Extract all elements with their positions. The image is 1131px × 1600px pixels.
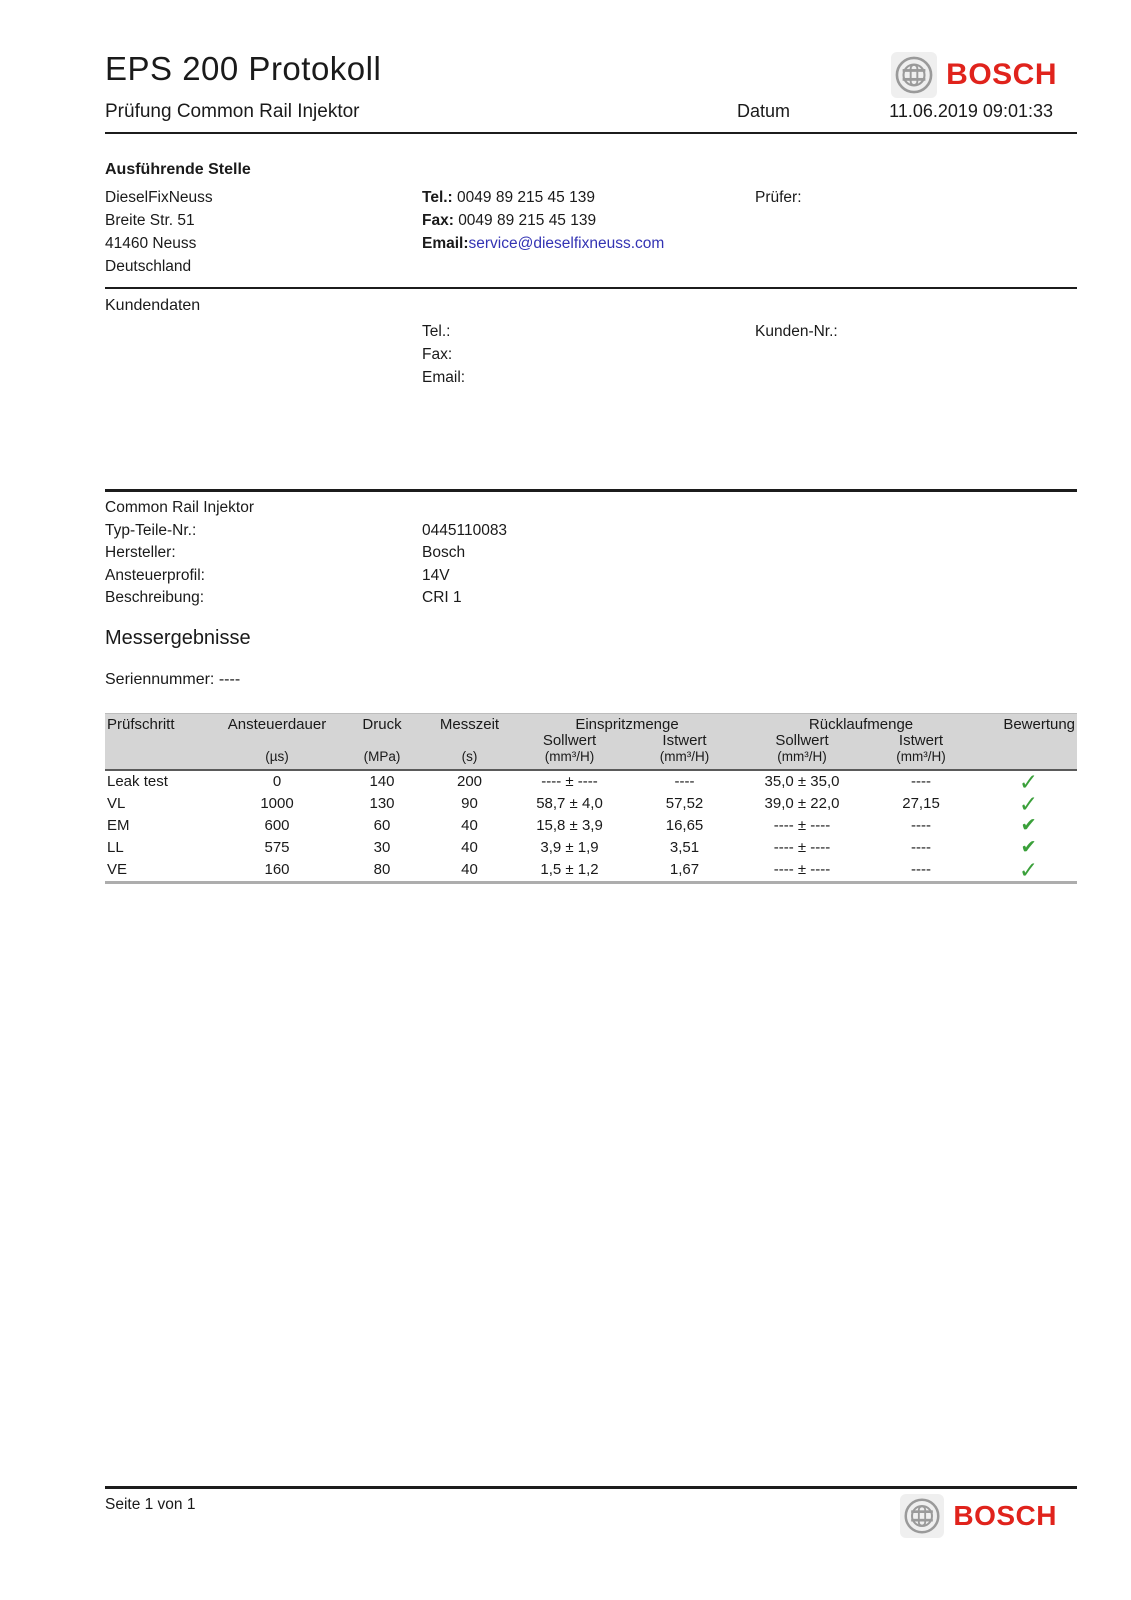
provider-email-line xyxy=(422,232,737,255)
kunden-nr-label: Kunden-Nr.: xyxy=(755,323,838,340)
provider-section-label: Ausführende Stelle xyxy=(105,161,251,178)
col-ruecklaufmenge: Rücklaufmenge xyxy=(742,713,980,733)
value-cell: 27,15 xyxy=(902,794,940,812)
provider-street: Breite Str. 51 xyxy=(105,212,195,229)
pruefer-label: Prüfer: xyxy=(755,189,802,206)
step-cell: VE xyxy=(105,859,217,883)
value-cell: 40 xyxy=(461,816,478,834)
results-title: Messergebnisse xyxy=(105,626,251,649)
injector-section-label: Common Rail Injektor xyxy=(105,499,255,516)
value-cell: 3,51 xyxy=(669,838,700,856)
value-cell: 15,8 ± 3,9 xyxy=(536,816,603,834)
results-table-body xyxy=(105,770,1077,883)
value-cell: 40 xyxy=(461,838,478,856)
results-table xyxy=(105,713,1077,884)
provider-tel-value: 0049 89 215 45 139 xyxy=(457,189,595,206)
injector-field-label: Ansteuerprofil: xyxy=(105,566,205,584)
customer-section-label: Kundendaten xyxy=(105,297,201,314)
page-subtitle: Prüfung Common Rail Injektor xyxy=(105,101,360,122)
serial-line xyxy=(105,671,1077,689)
value-cell: 600 xyxy=(264,816,290,834)
injector-field-value: 14V xyxy=(422,566,450,584)
col-einspritz-sollwert: Sollwert xyxy=(512,733,627,749)
value-cell: 130 xyxy=(369,794,395,812)
table-row xyxy=(105,793,1077,815)
col-messzeit: Messzeit xyxy=(427,713,512,733)
value-cell: 1,67 xyxy=(627,859,742,883)
value-cell: ---- xyxy=(911,816,932,834)
provider-country: Deutschland xyxy=(105,258,192,275)
provider-fax-label: Fax: xyxy=(422,212,454,229)
customer-tel-label: Tel.: xyxy=(422,323,451,340)
col-einspritz-istwert: Istwert xyxy=(627,733,742,749)
value-cell: 60 xyxy=(373,816,391,834)
serial-label: Seriennummer: xyxy=(105,670,215,688)
value-cell: 160 xyxy=(217,859,337,883)
table-row xyxy=(105,815,1077,837)
value-cell: 80 xyxy=(337,859,427,883)
provider-name: DieselFixNeuss xyxy=(105,189,213,206)
injector-divider xyxy=(105,489,1077,492)
injector-field-label: Typ-Teile-Nr.: xyxy=(105,521,197,539)
unit-mm3h: (mm³/H) xyxy=(862,749,980,770)
value-cell: 90 xyxy=(461,794,478,812)
serial-value: ---- xyxy=(218,670,241,688)
unit-mm3h: (mm³/H) xyxy=(627,749,742,770)
step-cell: Leak test xyxy=(107,772,168,790)
injector-field-value: Bosch xyxy=(422,544,466,561)
bosch-wordmark: BOSCH xyxy=(953,1500,1057,1531)
unit-mm3h: (mm³/H) xyxy=(742,749,862,770)
table-row xyxy=(105,770,1077,793)
value-cell: ---- ± ---- xyxy=(773,816,831,834)
col-ansteuerdauer: Ansteuerdauer xyxy=(217,713,337,733)
provider-divider xyxy=(105,287,1077,289)
col-ruecklauf-sollwert: Sollwert xyxy=(742,733,862,749)
datum-value: 11.06.2019 09:01:33 xyxy=(889,101,1053,121)
results-table-header xyxy=(105,713,1077,770)
page-number: Seite 1 von 1 xyxy=(105,1496,196,1513)
customer-block xyxy=(105,320,1077,437)
value-cell: 57,52 xyxy=(665,794,704,812)
col-druck: Druck xyxy=(337,713,427,733)
provider-tel-label: Tel.: xyxy=(422,189,453,206)
result-check-icon: ✓ xyxy=(1018,768,1039,795)
footer-divider xyxy=(105,1486,1077,1489)
step-cell: EM xyxy=(107,816,130,834)
value-cell: ---- xyxy=(911,838,932,856)
step-cell: LL xyxy=(107,838,124,856)
unit-mm3h: (mm³/H) xyxy=(512,749,627,770)
unit-s: (s) xyxy=(427,749,512,770)
col-bewertung: Bewertung xyxy=(980,713,1077,733)
value-cell: 3,9 ± 1,9 xyxy=(540,838,599,856)
value-cell: 1,5 ± 1,2 xyxy=(512,859,627,883)
injector-block xyxy=(105,497,1077,610)
step-cell: VL xyxy=(107,794,126,812)
value-cell: 140 xyxy=(369,772,395,790)
provider-fax-value: 0049 89 215 45 139 xyxy=(458,212,597,229)
provider-tel-line xyxy=(422,186,737,209)
value-cell: 1000 xyxy=(260,794,294,812)
value-cell: 39,0 ± 22,0 xyxy=(764,794,840,812)
unit-mpa: (MPa) xyxy=(337,749,427,770)
col-pruefschritt: Prüfschritt xyxy=(105,713,217,733)
result-check-icon: ✓ xyxy=(1018,790,1039,817)
provider-city: 41460 Neuss xyxy=(105,235,197,252)
header-divider xyxy=(105,132,1077,134)
result-check-icon: ✓ xyxy=(980,859,1077,883)
value-cell: 30 xyxy=(373,838,391,856)
bosch-armature-icon xyxy=(900,1494,944,1538)
value-cell: 35,0 ± 35,0 xyxy=(764,772,840,790)
col-ruecklauf-istwert: Istwert xyxy=(862,733,980,749)
value-cell: ---- xyxy=(911,772,932,790)
table-row xyxy=(105,859,1077,883)
value-cell: 200 xyxy=(456,772,483,790)
customer-fax-label: Fax: xyxy=(422,346,453,363)
injector-field-value: CRI 1 xyxy=(422,589,462,606)
value-cell: ---- xyxy=(674,772,695,790)
injector-field-label: Hersteller: xyxy=(105,544,176,561)
page-title: EPS 200 Protokoll xyxy=(105,50,382,87)
value-cell: ---- ± ---- xyxy=(773,838,831,856)
col-einspritzmenge: Einspritzmenge xyxy=(512,713,742,733)
value-cell: ---- ± ---- xyxy=(742,859,862,883)
bosch-wordmark: BOSCH xyxy=(946,58,1057,91)
unit-us: (µs) xyxy=(217,749,337,770)
table-row xyxy=(105,837,1077,859)
provider-block xyxy=(105,186,1077,278)
value-cell: 40 xyxy=(427,859,512,883)
brand-logo-footer xyxy=(900,1494,1057,1538)
value-cell: 16,65 xyxy=(665,816,704,834)
provider-fax-line xyxy=(422,209,737,232)
value-cell: ---- ± ---- xyxy=(541,772,598,790)
value-cell: 0 xyxy=(272,772,282,790)
provider-email-link[interactable]: service@dieselfixneuss.com xyxy=(468,235,665,252)
provider-email-label: Email: xyxy=(422,235,469,252)
result-check-icon: ✔ xyxy=(1020,836,1037,858)
result-check-icon: ✔ xyxy=(1020,814,1037,836)
injector-field-label: Beschreibung: xyxy=(105,589,205,606)
injector-field-value: 0445110083 xyxy=(422,521,508,539)
datum-label: Datum xyxy=(737,101,791,121)
value-cell: ---- xyxy=(862,859,980,883)
value-cell: 58,7 ± 4,0 xyxy=(536,794,603,812)
customer-email-label: Email: xyxy=(422,369,466,386)
value-cell: 575 xyxy=(264,838,290,856)
